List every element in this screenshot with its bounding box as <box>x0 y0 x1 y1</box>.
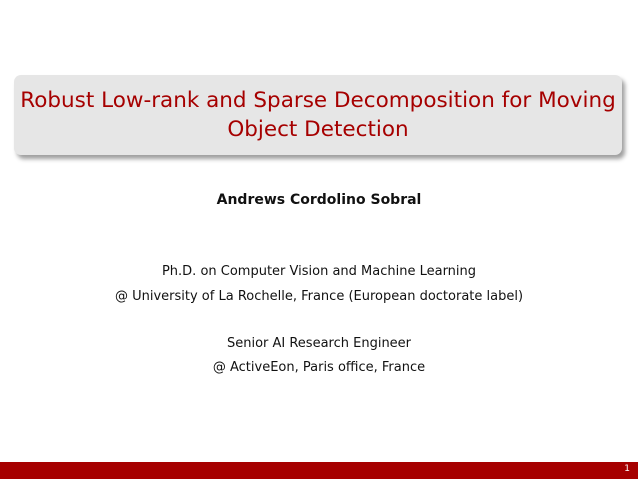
slide-title-line-2: Object Detection <box>227 117 409 142</box>
affiliation-line-1: Ph.D. on Computer Vision and Machine Learning <box>161 264 477 279</box>
slide-title-line-1: Robust Low-rank and Sparse Decomposition for Moving <box>20 88 616 113</box>
author-name: Andrews Cordolino Sobral <box>216 192 422 208</box>
page-number: 1 <box>624 464 630 474</box>
slide-title <box>20 86 616 144</box>
footer-bar <box>0 462 638 479</box>
position-line-1: Senior AI Research Engineer <box>226 336 412 351</box>
title-box <box>14 75 622 155</box>
position-line-2: @ ActiveEon, Paris office, France <box>212 360 426 375</box>
affiliation-line-2: @ University of La Rochelle, France (European doctorate label) <box>114 289 524 304</box>
